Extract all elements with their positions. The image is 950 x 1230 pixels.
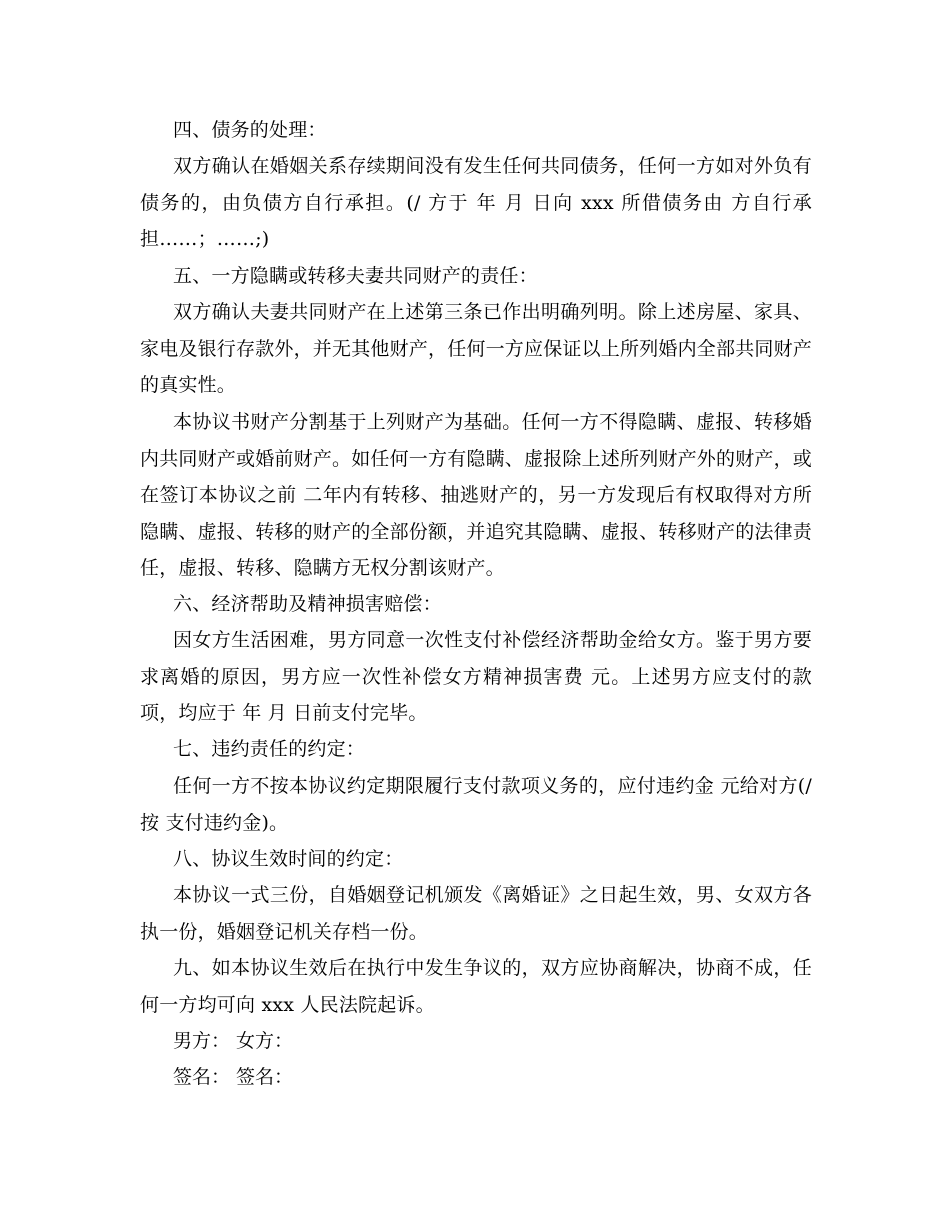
section-8-heading: 八、协议生效时间的约定：	[173, 848, 404, 870]
section-9-body: 九、如本协议生效后在执行中发生争议的，双方应协商解决，协商不成，任何一方均可向 xxx 人民法院起诉。	[140, 957, 812, 1016]
section-6-heading: 六、经济帮助及精神损害赔偿：	[173, 593, 442, 615]
section-7-heading: 七、违约责任的约定：	[173, 738, 366, 760]
section-6-body: 因女方生活困难，男方同意一次性支付补偿经济帮助金给女方。鉴于男方要求离婚的原因，男方应一次性补偿女方精神损害费 元。上述男方应支付的款项，均应于 年 月 日前支付完毕。	[140, 629, 812, 724]
section-7-body: 任何一方不按本协议约定期限履行支付款项义务的，应付违约金 元给对方(/按 支付违约金)。	[140, 775, 812, 834]
parties-line: 男方： 女方：	[173, 1030, 294, 1052]
section-5-body-1: 双方确认夫妻共同财产在上述第三条已作出明确列明。除上述房屋、家具、家电及银行存款外，并无其他财产，任何一方应保证以上所列婚内全部共同财产的真实性。	[140, 301, 813, 396]
section-4-body: 双方确认在婚姻关系存续期间没有发生任何共同债务，任何一方如对外负有债务的，由负债方自行承担。(/ 方于 年 月 日向 xxx 所借债务由 方自行承担……；……;)	[140, 155, 812, 250]
section-5-heading: 五、一方隐瞒或转移夫妻共同财产的责任：	[173, 265, 538, 287]
section-5-body-2: 本协议书财产分割基于上列财产为基础。任何一方不得隐瞒、虚报、转移婚内共同财产或婚前财产。如任何一方有隐瞒、虚报除上述所列财产外的财产，或在签订本协议之前 二年内有转移、抽逃财产的，另一方发现后有权取得对方所隐瞒、虚报、转移的财产的全部份额，并追究其隐瞒、虚报、转移财产的法律责任，虚报、转移、隐瞒方无权分割该财产。	[140, 411, 813, 579]
signature-line: 签名： 签名：	[173, 1066, 294, 1088]
section-8-body: 本协议一式三份，自婚姻登记机颁发《离婚证》之日起生效，男、女双方各执一份，婚姻登记机关存档一份。	[140, 884, 812, 943]
section-4-heading: 四、债务的处理：	[173, 119, 327, 141]
